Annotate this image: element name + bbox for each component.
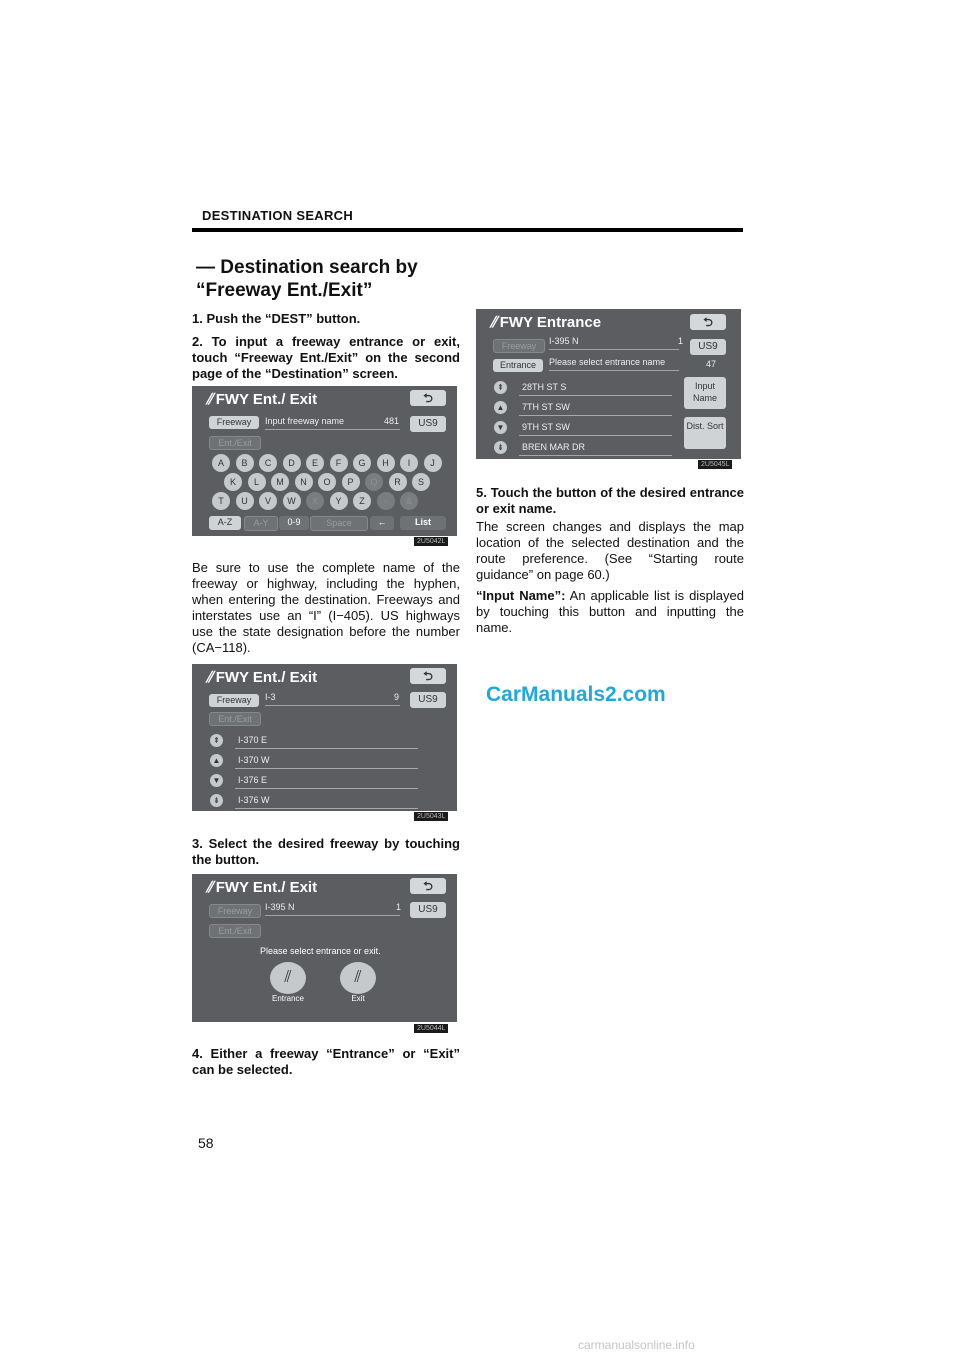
key-button[interactable]: D bbox=[283, 454, 301, 472]
key-button[interactable]: Z bbox=[353, 492, 371, 510]
scroll-down-icon[interactable]: ▼ bbox=[494, 421, 507, 434]
figure-code: 2U5044L bbox=[414, 1024, 448, 1033]
freeway-icon: ⫽ bbox=[206, 879, 213, 896]
mode-az-button[interactable]: A-Z bbox=[209, 516, 241, 530]
section-title: — Destination search by “Freeway Ent./Exit” bbox=[196, 257, 418, 301]
key-button[interactable]: E bbox=[306, 454, 324, 472]
key-button[interactable]: A bbox=[212, 454, 230, 472]
freeway-button[interactable]: Freeway bbox=[493, 339, 545, 353]
key-button[interactable]: P bbox=[342, 473, 360, 491]
us9-button[interactable]: US9 bbox=[690, 339, 726, 355]
key-button[interactable]: M bbox=[271, 473, 289, 491]
key-button[interactable]: K bbox=[224, 473, 242, 491]
ent-exit-button[interactable]: Ent./Exit bbox=[209, 924, 261, 938]
key-button[interactable]: N bbox=[295, 473, 313, 491]
page-up-icon[interactable]: ⇞ bbox=[210, 734, 223, 747]
back-button[interactable]: ⮌ bbox=[410, 668, 446, 684]
header-rule bbox=[192, 228, 743, 232]
mode-09-button[interactable]: 0-9 bbox=[279, 516, 309, 530]
screen-title: ⫽ FWY Ent./ Exit bbox=[206, 391, 318, 408]
figure-code: 2U5043L bbox=[414, 812, 448, 821]
page-up-icon[interactable]: ⇞ bbox=[494, 381, 507, 394]
list-item[interactable]: 7TH ST SW bbox=[519, 399, 672, 416]
entrance-name-field[interactable]: Please select entrance name bbox=[549, 357, 679, 371]
paragraph-route: The screen changes and displays the map location of the selected destination and the route preference. (See “Starting route guidance” on page 60.) bbox=[476, 519, 744, 582]
term-input-name: “Input Name”: bbox=[476, 588, 566, 603]
entrance-label: Entrance bbox=[271, 994, 305, 1003]
key-button[interactable]: B bbox=[236, 454, 254, 472]
key-button[interactable]: V bbox=[259, 492, 277, 510]
page-down-icon[interactable]: ⇟ bbox=[494, 441, 507, 454]
freeway-button[interactable]: Freeway bbox=[209, 416, 259, 429]
page-down-icon[interactable]: ⇟ bbox=[210, 794, 223, 807]
list-item[interactable]: I-376 W bbox=[235, 792, 418, 809]
match-count: 9 bbox=[394, 692, 400, 702]
key-button[interactable]: H bbox=[377, 454, 395, 472]
key-button[interactable]: L bbox=[248, 473, 266, 491]
us9-button[interactable]: US9 bbox=[410, 902, 446, 918]
key-button[interactable]: F bbox=[330, 454, 348, 472]
freeway-icon: ⫽ bbox=[206, 669, 213, 686]
back-button[interactable]: ⮌ bbox=[690, 314, 726, 330]
backspace-button[interactable]: ← bbox=[370, 516, 394, 530]
key-button[interactable]: C bbox=[259, 454, 277, 472]
list-item[interactable]: 28TH ST S bbox=[519, 379, 672, 396]
screen-title: ⫽ FWY Ent./ Exit bbox=[206, 879, 318, 896]
back-button[interactable]: ⮌ bbox=[410, 878, 446, 894]
figure-code: 2U5045L bbox=[698, 460, 732, 469]
dist-sort-button[interactable]: Dist. Sort bbox=[684, 417, 726, 449]
freeway-name-field[interactable]: I-3 bbox=[265, 692, 400, 706]
freeway-icon: ⫽ bbox=[490, 314, 497, 331]
key-button[interactable]: O bbox=[318, 473, 336, 491]
freeway-name-field[interactable]: I-395 N bbox=[265, 902, 400, 916]
entrance-icon[interactable]: ⫽ bbox=[270, 962, 306, 994]
running-header: DESTINATION SEARCH bbox=[202, 208, 354, 223]
freeway-button[interactable]: Freeway bbox=[209, 694, 259, 707]
us9-button[interactable]: US9 bbox=[410, 692, 446, 708]
freeway-name-field[interactable]: Input freeway name bbox=[265, 416, 400, 430]
step-5: 5. Touch the button of the desired entrance or exit name. bbox=[476, 485, 744, 516]
ent-exit-button[interactable]: Ent./Exit bbox=[209, 712, 261, 726]
key-button[interactable]: J bbox=[424, 454, 442, 472]
exit-label: Exit bbox=[351, 994, 365, 1003]
screen-title: ⫽ FWY Ent./ Exit bbox=[206, 669, 318, 686]
list-item[interactable]: 9TH ST SW bbox=[519, 419, 672, 436]
entrance-count: 47 bbox=[706, 359, 717, 369]
list-item[interactable]: I-370 E bbox=[235, 732, 418, 749]
scroll-down-icon[interactable]: ▼ bbox=[210, 774, 223, 787]
screenshot-fwy-entrance bbox=[476, 309, 741, 459]
watermark-logo: CarManuals2.com bbox=[486, 683, 666, 706]
mode-ay-button[interactable]: A-Y bbox=[244, 516, 278, 531]
key-button[interactable]: I bbox=[400, 454, 418, 472]
key-button[interactable]: Q bbox=[365, 473, 383, 491]
screenshot-freeway-list bbox=[192, 664, 457, 811]
step-2: 2. To input a freeway entrance or exit, touch “Freeway Ent./Exit” on the second page of the “Destination” screen. bbox=[192, 334, 460, 381]
ent-exit-button[interactable]: Ent./Exit bbox=[209, 436, 261, 450]
page-number: 58 bbox=[198, 1135, 214, 1151]
match-count: 481 bbox=[384, 416, 400, 426]
key-button[interactable]: S bbox=[412, 473, 430, 491]
exit-icon[interactable]: ⫽ bbox=[340, 962, 376, 994]
key-button[interactable]: Y bbox=[330, 492, 348, 510]
figure-code: 2U5042L bbox=[414, 537, 448, 546]
list-item[interactable]: I-376 E bbox=[235, 772, 418, 789]
scroll-up-icon[interactable]: ▲ bbox=[494, 401, 507, 414]
step-3: 3. Select the desired freeway by touching the button. bbox=[192, 836, 460, 867]
entrance-button[interactable]: Entrance bbox=[493, 359, 543, 372]
key-button[interactable]: & bbox=[400, 492, 418, 510]
footer-watermark: carmanualsonline.info bbox=[578, 1338, 695, 1352]
paragraph-input-name bbox=[476, 588, 744, 636]
freeway-icon: ⫽ bbox=[206, 391, 213, 408]
back-button[interactable]: ⮌ bbox=[410, 390, 446, 406]
step-1: 1. Push the “DEST” button. bbox=[192, 311, 361, 326]
key-button[interactable]: T bbox=[212, 492, 230, 510]
list-item[interactable]: BREN MAR DR bbox=[519, 439, 672, 456]
screenshot-entrance-exit bbox=[192, 874, 457, 1022]
screen-title: ⫽ FWY Entrance bbox=[490, 314, 602, 331]
us9-button[interactable]: US9 bbox=[410, 416, 446, 432]
match-count: 1 bbox=[678, 336, 684, 346]
paragraph-naming: Be sure to use the complete name of the freeway or highway, including the hyphen, when entering the destination. Freeways and interstates use an “I” (I−405). US highways use the state designation before the number (CA−118). bbox=[192, 560, 460, 655]
prompt-text: Please select entrance or exit. bbox=[260, 946, 381, 956]
list-button[interactable]: List bbox=[400, 516, 446, 530]
key-button[interactable]: G bbox=[353, 454, 371, 472]
scroll-up-icon[interactable]: ▲ bbox=[210, 754, 223, 767]
key-button[interactable]: R bbox=[389, 473, 407, 491]
input-name-desc: An applicable list is displayed by touching this button and inputting the name. bbox=[476, 588, 744, 635]
space-button[interactable]: Space bbox=[310, 516, 368, 531]
freeway-button[interactable]: Freeway bbox=[209, 904, 261, 918]
screenshot-input-freeway bbox=[192, 386, 457, 536]
key-button[interactable]: W bbox=[283, 492, 301, 510]
key-button[interactable]: X bbox=[306, 492, 324, 510]
input-name-button[interactable]: Input Name bbox=[684, 377, 726, 409]
key-button[interactable]: - bbox=[377, 492, 395, 510]
step-4: 4. Either a freeway “Entrance” or “Exit” can be selected. bbox=[192, 1046, 460, 1077]
list-item[interactable]: I-370 W bbox=[235, 752, 418, 769]
key-button[interactable]: U bbox=[236, 492, 254, 510]
match-count: 1 bbox=[396, 902, 402, 912]
freeway-name-field[interactable]: I-395 N bbox=[549, 336, 679, 350]
